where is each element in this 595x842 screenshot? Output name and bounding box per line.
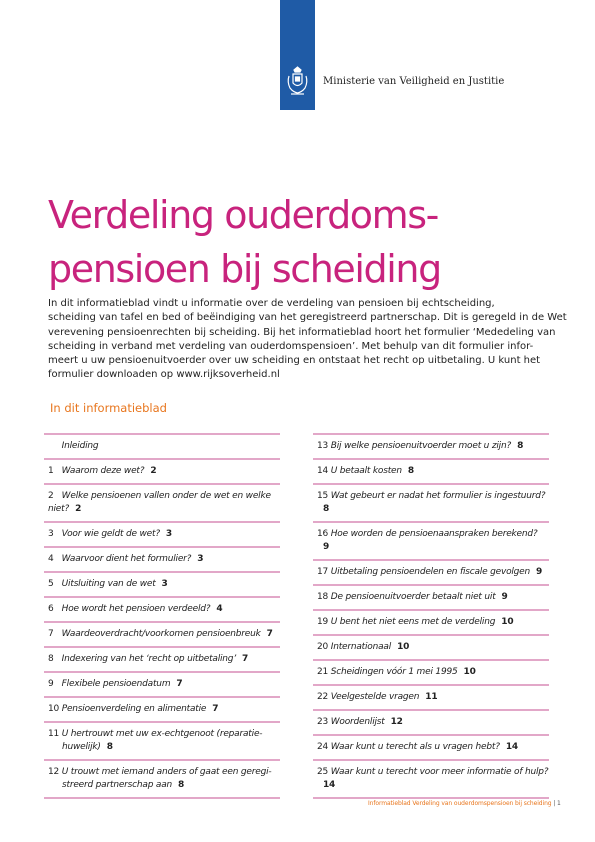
toc-entry-number: 16 — [317, 529, 329, 539]
toc-entry-number: 3 — [48, 529, 54, 539]
toc-entry[interactable] — [44, 761, 280, 799]
toc-entry-number: 15 — [317, 491, 329, 501]
toc-entry[interactable] — [44, 485, 280, 523]
toc-entry[interactable] — [313, 561, 549, 586]
toc-entry-number: 23 — [317, 717, 329, 727]
toc-entry-number: 20 — [317, 642, 329, 652]
toc-entry-page: 7 — [242, 654, 249, 664]
toc-entry-title: U bent het niet eens met de verdeling — [330, 617, 496, 627]
intro-line: formulier downloaden op www.rijksoverheid.nl — [48, 369, 280, 381]
footer-title: Informatieblad Verdeling van ouderdomspensioen bij scheiding — [368, 800, 552, 807]
toc-entry[interactable] — [44, 548, 280, 573]
toc-entry-page: 8 — [106, 742, 113, 752]
toc-entry-title: Pensioenverdeling en alimentatie — [61, 704, 207, 714]
toc-entry-page: 9 — [323, 542, 330, 552]
toc-entry-number: 5 — [48, 579, 54, 589]
page-title — [48, 188, 441, 296]
toc-entry[interactable] — [313, 661, 549, 686]
toc-heading: In dit informatieblad — [50, 401, 167, 415]
toc-entry-number: 7 — [48, 629, 54, 639]
toc-entry[interactable] — [44, 723, 280, 761]
rijksoverheid-logo-bar — [280, 0, 315, 110]
toc-entry-title: Waar kunt u terecht als u vragen hebt? — [330, 742, 500, 752]
page-footer: Informatieblad Verdeling van ouderdomspensioen bij scheiding | 1 — [368, 800, 561, 807]
toc-entry-page: 10 — [501, 617, 514, 627]
toc-right-column — [313, 433, 549, 799]
toc-entry-page: 4 — [216, 604, 223, 614]
toc-entry[interactable] — [44, 673, 280, 698]
toc-entry-number: 14 — [317, 466, 329, 476]
toc-entry-page: 8 — [517, 441, 524, 451]
toc-entry-number: 1 — [48, 466, 54, 476]
toc-entry-title: Woordenlijst — [330, 717, 385, 727]
toc-entry-number: 10 — [48, 704, 60, 714]
toc-entry-number: 19 — [317, 617, 329, 627]
royal-coat-of-arms-icon — [285, 66, 310, 98]
toc-entry[interactable] — [313, 761, 549, 799]
toc-entry[interactable] — [313, 460, 549, 485]
toc-entry-title-continued: streerd partnerschap aan — [62, 780, 173, 790]
toc-entry[interactable] — [313, 736, 549, 761]
toc-entry-page: 14 — [323, 780, 336, 790]
toc-entry-title: Waar kunt u terecht voor meer informatie of hulp? — [330, 767, 549, 777]
toc-entry-page: 3 — [161, 579, 168, 589]
toc-entry-page: 9 — [501, 592, 508, 602]
toc-entry-number: 11 — [48, 729, 60, 739]
toc-entry-title: Welke pensioenen vallen onder de wet en welke niet? — [48, 491, 271, 514]
toc-entry-number: 2 — [48, 491, 54, 501]
toc-entry-title: Waarom deze wet? — [61, 466, 145, 476]
toc-entry-number: 22 — [317, 692, 329, 702]
toc-entry-page: 11 — [425, 692, 438, 702]
toc-entry-title: Bij welke pensioenuitvoerder moet u zijn? — [330, 441, 512, 451]
toc-entry-page: 3 — [197, 554, 204, 564]
toc-entry-title: Hoe worden de pensioenaanspraken berekend? — [330, 529, 538, 539]
toc-entry[interactable] — [44, 435, 280, 460]
toc-entry-title: Waarvoor dient het formulier? — [61, 554, 192, 564]
toc-entry-title: Internationaal — [330, 642, 392, 652]
toc-entry-title: U betaalt kosten — [330, 466, 402, 476]
toc-entry-title: Voor wie geldt de wet? — [61, 529, 160, 539]
toc-entry-number: 4 — [48, 554, 54, 564]
toc-entry-page: 7 — [212, 704, 219, 714]
toc-entry-number: 21 — [317, 667, 329, 677]
intro-line: verevening pensioenrechten bij scheiding. Bij het informatieblad hoort het formulier ‘Mededeling van — [48, 326, 556, 338]
toc-entry-title: U hertrouwt met uw ex-echtgenoot (reparatie- — [61, 729, 263, 739]
toc-entry-title: Wat gebeurt er nadat het formulier is ingestuurd? — [330, 491, 546, 501]
toc-entry-number: 24 — [317, 742, 329, 752]
toc-entry-page: 12 — [390, 717, 403, 727]
toc-entry[interactable] — [313, 523, 549, 561]
toc-entry[interactable] — [44, 623, 280, 648]
toc-entry-page: 10 — [397, 642, 410, 652]
title-line-1: Verdeling ouderdoms- — [48, 193, 438, 237]
toc-entry-page: 14 — [505, 742, 518, 752]
toc-entry[interactable] — [313, 485, 549, 523]
toc-entry-page: 3 — [165, 529, 172, 539]
toc-entry-page: 8 — [178, 780, 185, 790]
toc-entry-page: 10 — [463, 667, 476, 677]
toc-entry-number: 8 — [48, 654, 54, 664]
toc-entry-page: 8 — [323, 504, 330, 514]
toc-entry-number: 9 — [48, 679, 54, 689]
toc-entry[interactable] — [44, 648, 280, 673]
toc-entry-page: 9 — [536, 567, 543, 577]
toc-entry-title: Inleiding — [61, 441, 99, 451]
toc-entry[interactable] — [44, 598, 280, 623]
title-line-2: pensioen bij scheiding — [48, 247, 441, 291]
intro-line: scheiding in verband met verdeling van ouderdomspensioen’. Met behulp van dit formulier infor- — [48, 340, 534, 352]
toc-left-column — [44, 433, 280, 799]
toc-entry-title: Hoe wordt het pensioen verdeeld? — [61, 604, 211, 614]
toc-entry-title: U trouwt met iemand anders of gaat een geregi- — [61, 767, 272, 777]
toc-entry-page: 2 — [75, 504, 82, 514]
toc-entry[interactable] — [313, 711, 549, 736]
toc-entry[interactable] — [44, 698, 280, 723]
toc-entry-title: Uitbetaling pensioendelen en fiscale gevolgen — [330, 567, 531, 577]
toc-entry-page: 2 — [150, 466, 157, 476]
toc-entry-title: Flexibele pensioendatum — [61, 679, 171, 689]
toc-entry-title: De pensioenuitvoerder betaalt niet uit — [330, 592, 496, 602]
intro-paragraph — [48, 297, 567, 383]
toc-entry[interactable] — [44, 573, 280, 598]
intro-line: meert u uw pensioenuitvoerder over uw scheiding en ontstaat het recht op uitbetaling. U kunt het — [48, 355, 541, 367]
toc-entry-number: 6 — [48, 604, 54, 614]
toc-entry[interactable] — [313, 636, 549, 661]
toc-entry-title: Waardeoverdracht/voorkomen pensioenbreuk — [61, 629, 261, 639]
toc-entry-page: 7 — [176, 679, 183, 689]
toc-entry-title-continued: huwelijk) — [62, 742, 101, 752]
toc-entry-page: 7 — [266, 629, 273, 639]
toc-entry-title: Veelgestelde vragen — [330, 692, 420, 702]
toc-entry[interactable] — [313, 686, 549, 711]
toc-entry[interactable] — [44, 460, 280, 485]
ministry-name: Ministerie van Veiligheid en Justitie — [323, 76, 505, 87]
toc-entry-number: 25 — [317, 767, 329, 777]
toc-entry-number: 18 — [317, 592, 329, 602]
intro-line: scheiding van tafel en bed of beëindiging van het geregistreerd partnerschap. Dit is geregeld in de Wet — [48, 312, 567, 324]
toc-entry-title: Scheidingen vóór 1 mei 1995 — [330, 667, 458, 677]
toc-entry-number: 13 — [317, 441, 329, 451]
toc-entry-number: 17 — [317, 567, 329, 577]
toc-entry[interactable] — [313, 586, 549, 611]
toc-entry[interactable] — [313, 435, 549, 460]
toc-entry[interactable] — [313, 611, 549, 636]
toc-entry-page: 8 — [407, 466, 414, 476]
footer-page-number: 1 — [557, 800, 561, 807]
toc-entry-title: Indexering van het ‘recht op uitbetaling’ — [61, 654, 236, 664]
toc-entry[interactable] — [44, 523, 280, 548]
toc-entry-number: 12 — [48, 767, 60, 777]
intro-line: In dit informatieblad vindt u informatie over de verdeling van pensioen bij echtscheiding, — [48, 298, 495, 309]
toc-entry-title: Uitsluiting van de wet — [61, 579, 156, 589]
